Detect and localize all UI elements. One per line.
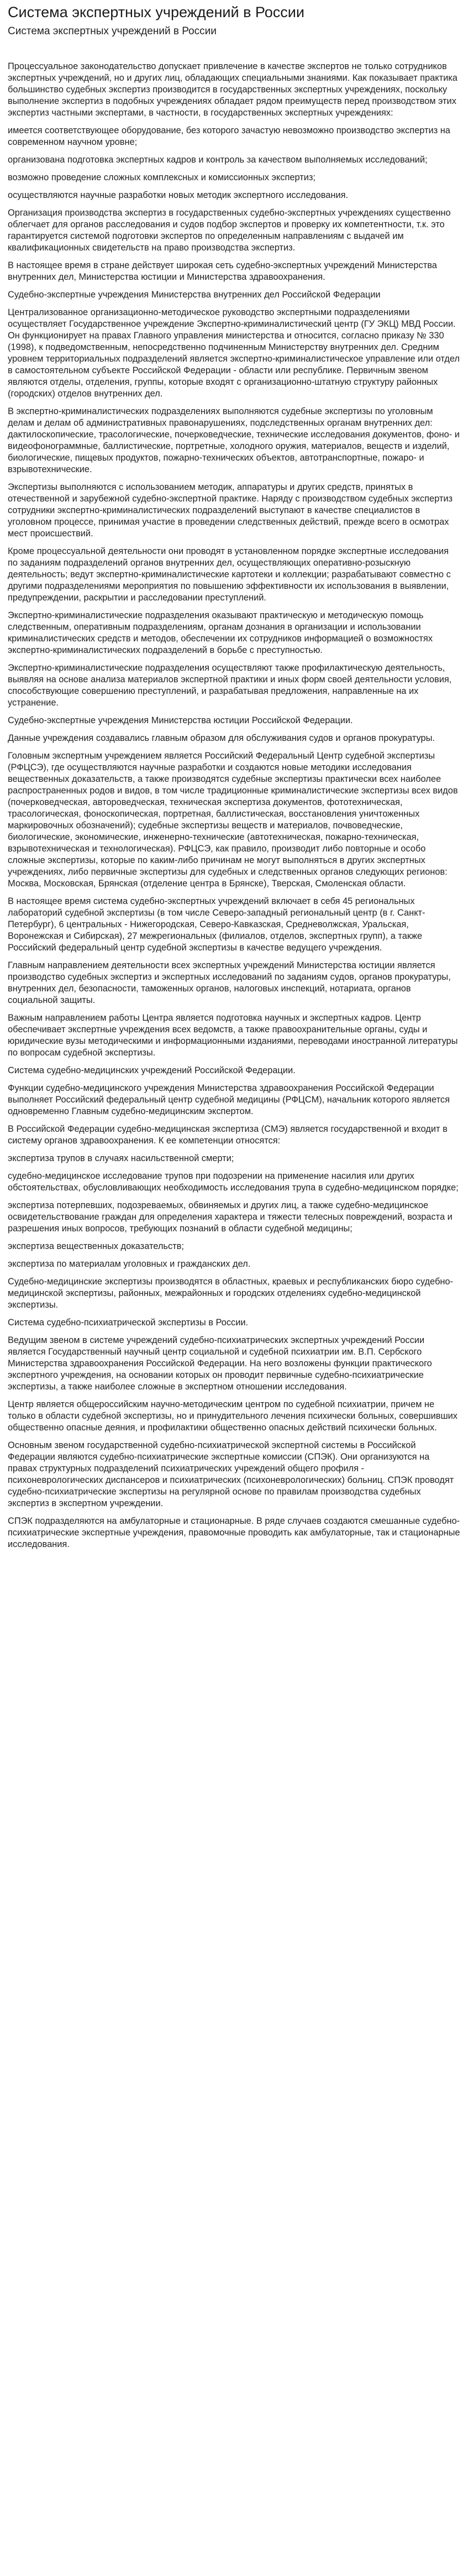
paragraph: Центр является общероссийским научно-методическим центром по судебной психиатрии, причем не только в области судебной экспертизы, но и принудительного лечения психически больных, совершивших общественно опасные деяния, и профилактики общественно опасных действий психически больных. <box>8 1399 458 1433</box>
paragraph: Кроме процессуальной деятельности они проводят в установленном порядке экспертные исследования по заданиям подразделений органов внутренних дел, осуществляющих оперативно-розыскную деятельность; ведут экспертно-криминалистические картотеки и коллекции; разрабатывают совместно с другими подразделениями мероприятия по повышению эффективности их использования в выявлении, предупреждении, раскрытии и расследовании преступлений. <box>8 546 451 603</box>
paragraph: Процессуальное законодательство допускает привлечение в качестве экспертов не только сотрудников экспертных учреждений, но и других лиц, обладающих специальными знаниями. Как показывает практика большинство судебных экспертиз производится в государственных экспертных учреждениях, поскольку выполнение экспертиз в подобных учреждениях обладает рядом преимуществ перед производством этих экспертиз частными экспертами, в частности, в государственных экспертных учреждениях: <box>8 61 458 118</box>
paragraph: Ведущим звеном в системе учреждений судебно-психиатрических экспертных учреждений России является Государственный научный центр социальной и судебной психиатрии им. В.П. Сербского Министерства здравоохранения Российской Федерации. На него возложены функции практического экспертного учреждения, на основании которых он проводит первичные судебно-психиатрические экспертизы, а также наиболее сложные в экспертном отношении исследования. <box>8 1335 432 1392</box>
paragraph: имеется соответствующее оборудование, без которого зачастую невозможно производство экспертиз на современном научном уровне; <box>8 126 450 147</box>
paragraph: Данные учреждения создавались главным образом для обслуживания судов и органов прокуратуры. <box>8 733 435 743</box>
paragraph: В настоящее время система судебно-экспертных учреждений включает в себя 45 региональных лабораторий судебной экспертизы (в том числе Северо-западный региональный центр (в г. Санкт-Петербург), 6 центральных - Нижегородская, Северо-Кавказская, Средневолжская, Уральская, Воронежская и Сибирская), 27 межрегиональных (филиалов, отделов, экспертных групп), а также Российский федеральный центр судебной экспертизы в качестве ведущего учреждения. <box>8 896 425 953</box>
paragraph: В настоящее время в стране действует широкая сеть судебно-экспертных учреждений Министерства внутренних дел, Министерства юстиции и Министерства здравоохранения. <box>8 260 437 282</box>
paragraph: Важным направлением работы Центра является подготовка научных и экспертных кадров. Центр обеспечивает экспертные учреждения всех ведомств, а также правоохранительные органы, суды и юридические вузы методическими и информационными изданиями, переводами иностранной литературы по вопросам судебной экспертизы. <box>8 1013 458 1058</box>
paragraph: Экспертизы выполняются с использованием методик, аппаратуры и других средств, принятых в отечественной и зарубежной судебно-экспертной практике. Наряду с производством судебных экспертиз сотрудники экспертно-криминалистических подразделений выступают в качестве специалистов в уголовном процессе, принимая участие в проведении следственных действий, прежде всего в осмотрах мест происшествий. <box>8 482 453 539</box>
paragraph: экспертиза вещественных доказательств; <box>8 1241 184 1251</box>
paragraph: Судебно-экспертные учреждения Министерства внутренних дел Российской Федерации <box>8 290 381 300</box>
paragraph: Головным экспертным учреждением является Российский Федеральный Центр судебной экспертизы (РФЦСЭ), где осуществляются научные разработки и создаются новые методики исследования вещественных доказательств, а также производятся судебные экспертизы практически всех наиболее распространенных родов и видов, в том числе традиционные криминалистические экспертизы всех видов (почерковедческая, автороведческая, техническая экспертиза документов, фототехническая, трасологическая, фоноскопическая, портретная, баллистическая, восстановления уничтоженных маркировочных обозначений); судебные экспертизы веществ и материалов, почвоведческие, биологические, экономические, инженерно-технические (автотехническая, пожарно-техническая, взрывотехническая и технологическая). РФЦСЭ, как правило, производит либо повторные и особо сложные экспертизы, которые по каким-либо причинам не могут выполняться в других экспертных учреждениях, либо первичные экспертизы для судебных и следственных органов следующих регионов: Москва, Московская, Брянская (отделение центра в Брянске), Тверская, Смоленская области. <box>8 751 458 889</box>
article-body <box>8 61 460 1550</box>
paragraph: экспертиза по материалам уголовных и гражданских дел. <box>8 1259 251 1269</box>
paragraph: Система судебно-психиатрической экспертизы в России. <box>8 1318 249 1328</box>
paragraph: Функции судебно-медицинского учреждения Министерства здравоохранения Российской Федерации выполняет Российский федеральный центр судебной медицины (РФЦСМ), начальник которого является одновременно Главным судебно-медицинским экспертом. <box>8 1083 450 1116</box>
paragraph: Централизованное организационно-методическое руководство экспертными подразделениями осуществляет Государственное учреждение Экспертно-криминалистический центр (ГУ ЭКЦ) МВД России. Он функционирует на правах Главного управления министерства и относится, согласно приказу № 330 (1998), к подведомственным, непосредственно подчиненным Министерству внутренних дел. Средним уровнем территориальных подразделений является экспертно-криминалистическое управление или отдел в самостоятельном субъекте Российской Федерации - области или республике. Первичным звеном являются отделы, отделения, группы, которые входят с организационно-штатную структуру районных (городских) отделов внутренних дел. <box>8 307 460 399</box>
paragraph: судебно-медицинское исследование трупов при подозрении на применение насилия или других обстоятельствах, обусловливающих необходимость исследования трупа в судебно-медицинском порядке; <box>8 1171 459 1193</box>
page-subtitle: Система экспертных учреждений в России <box>8 25 217 37</box>
paragraph: Главным направлением деятельности всех экспертных учреждений Министерства юстиции является производство судебных экспертиз и экспертных исследований по заданиям судов, органов прокуратуры, внутренних дел, безопасности, таможенных органов, налоговых инспекций, нотариата, органов социальной защиты. <box>8 960 451 1005</box>
paragraph: В экспертно-криминалистических подразделениях выполняются судебные экспертизы по уголовным делам и делам об административных правонарушениях, подследственных органам внутренних дел: дактилоскопические, трасологические, почерковедческие, технические исследования документов, фоно- и видеофонограммные, баллистические, портретные, холодного оружия, материалов, веществ и изделий, биологические, пищевых продуктов, пожарно-технических объектов, автотранспортные, пожаро- и взрывотехнические. <box>8 406 460 474</box>
paragraph: экспертиза потерпевших, подозреваемых, обвиняемых и других лиц, а также судебно-медицинское освидетельствование граждан для определения характера и тяжести телесных повреждений, возраста и разрешения иных вопросов, требующих познаний в области судебной медицины; <box>8 1200 453 1234</box>
paragraph: экспертиза трупов в случаях насильственной смерти; <box>8 1153 234 1163</box>
paragraph: Судебно-экспертные учреждения Министерства юстиции Российской Федерации. <box>8 715 353 725</box>
paragraph: В Российской Федерации судебно-медицинская экспертиза (СМЭ) является государственной и входит в систему органов здравоохранения. К ее компетенции относятся: <box>8 1124 448 1146</box>
paragraph: Экспертно-криминалистические подразделения оказывают практическую и методическую помощь следственным, оперативным подразделениям, органам дознания в организации и использовании криминалистических средств и методов, обеспечении их сотрудников информацией о возможностях экспертно-криминалистических подразделений в борьбе с преступностью. <box>8 610 433 655</box>
paragraph: Судебно-медицинские экспертизы производятся в областных, краевых и республиканских бюро судебно-медицинской экспертизы, районных, межрайонных и городских отделениях судебно-медицинской экспертизы. <box>8 1277 453 1310</box>
paragraph: Экспертно-криминалистические подразделения осуществляют также профилактическую деятельность, выявляя на основе анализа материалов экспертной практики и иных форм своей деятельности условия, способствующие совершению преступлений, и разрабатывая предложения, направленные на их устранение. <box>8 663 452 708</box>
paragraph: возможно проведение сложных комплексных и комиссионных экспертиз; <box>8 173 315 182</box>
page-title: Система экспертных учреждений в России <box>8 4 304 20</box>
paragraph: осуществляются научные разработки новых методик экспертного исследования. <box>8 190 349 200</box>
paragraph: организована подготовка экспертных кадров и контроль за качеством выполняемых исследований; <box>8 155 428 165</box>
paragraph: Организация производства экспертиз в государственных судебно-экспертных учреждениях существенно облегчает для органов расследования и судов подбор экспертов и проверку их компетентности, т.к. это гарантируется системой подготовки экспертов по определенным направлениям с выдачей им квалификационных свидетельств на право производства экспертиз. <box>8 208 451 253</box>
paragraph: Система судебно-медицинских учреждений Российской Федерации. <box>8 1065 296 1075</box>
paragraph: Основным звеном государственной судебно-психиатрической экспертной системы в Российской Федерации являются судебно-психиатрические экспертные комиссии (СПЭК). Они организуются на правах структурных подразделений психиатрических учреждений общего профиля - психоневрологических диспансеров и психиатрических (психоневрологических) больниц. СПЭК проводят судебно-психиатрические экспертизы на регулярной основе по правилам производства судебных экспертиз в экспертном учреждении. <box>8 1440 454 1508</box>
paragraph: СПЭК подразделяются на амбулаторные и стационарные. В ряде случаев создаются смешанные судебно-психиатрические экспертные учреждения, правомочные проводить как амбулаторные, так и стационарные исследования. <box>8 1516 460 1549</box>
